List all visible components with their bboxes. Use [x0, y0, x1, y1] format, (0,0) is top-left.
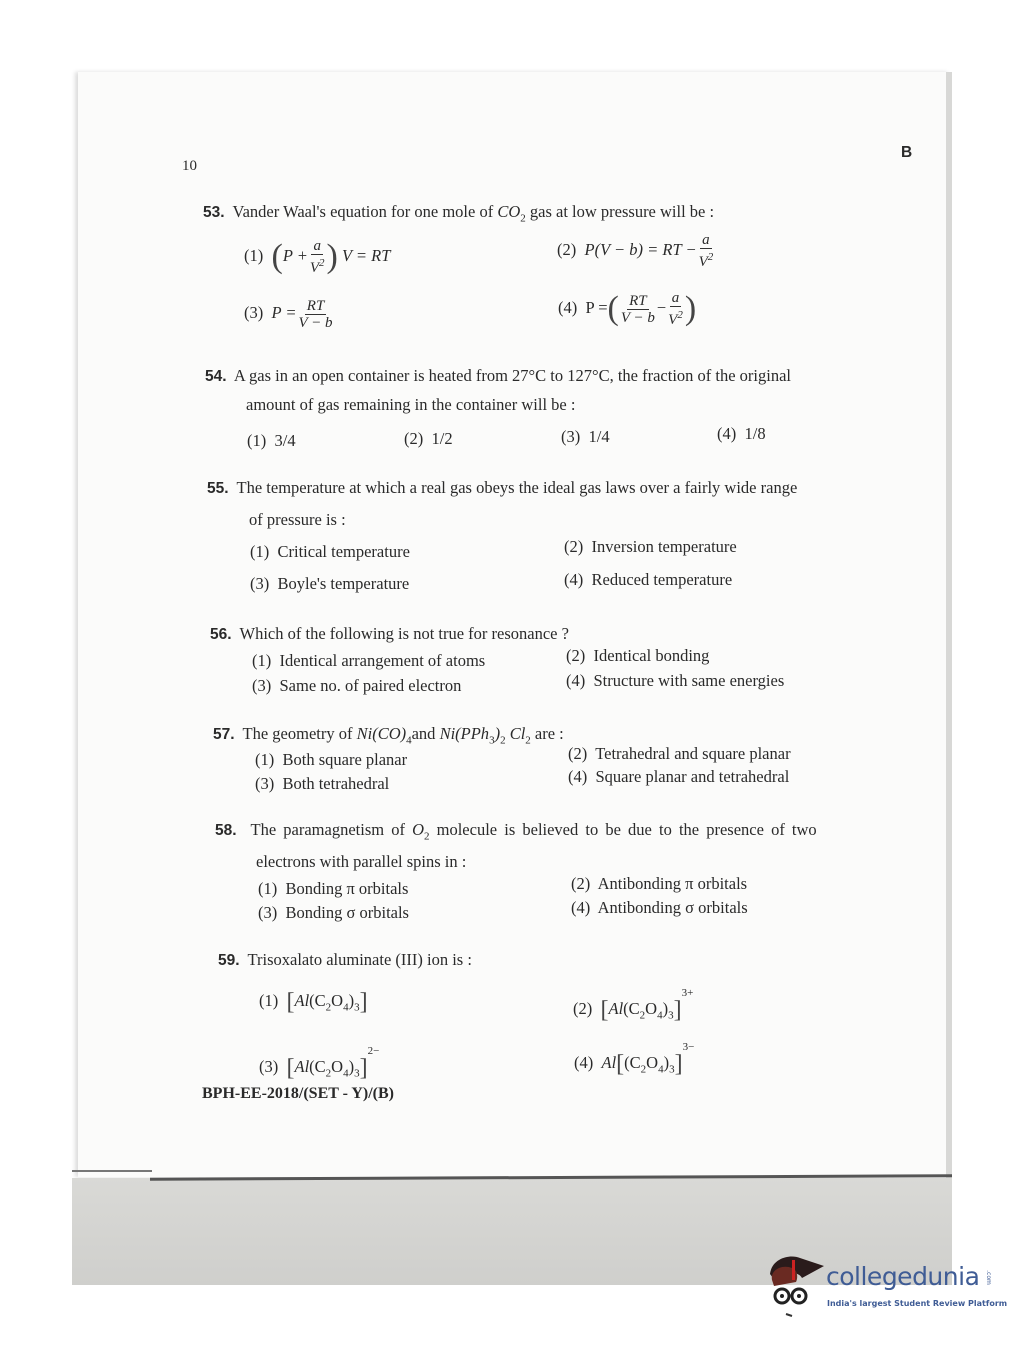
question-text: gas at low pressure will be : [525, 202, 715, 221]
numerator: a [671, 290, 680, 307]
option-text: 1/8 [744, 424, 766, 443]
formula: O [412, 820, 425, 839]
option-1[interactable] [252, 651, 485, 671]
option-label: (3) [250, 574, 270, 593]
option-3[interactable] [244, 293, 335, 333]
option-label: (3) [244, 303, 264, 322]
option-1[interactable] [255, 750, 407, 770]
numerator: a [313, 238, 321, 255]
formula: Cl [505, 724, 526, 743]
option-label: (3) [252, 676, 272, 695]
option-4[interactable] [566, 671, 784, 691]
subscript: 2 [325, 1001, 332, 1014]
subscript: 4 [343, 1067, 349, 1080]
question-text: electrons with parallel spins in : [256, 852, 467, 871]
option-label: (4) [558, 298, 578, 317]
option-3[interactable] [252, 676, 461, 696]
subscript: 4 [406, 734, 412, 747]
question-number: 56. [210, 626, 232, 643]
option-text: Antibonding π orbitals [597, 874, 748, 893]
option-label: (2) [568, 744, 588, 763]
option-text: Identical bonding [593, 646, 710, 665]
question-text: of pressure is : [249, 510, 346, 529]
option-label: (4) [571, 898, 591, 917]
formula: (C [309, 991, 326, 1010]
option-text: Square planar and tetrahedral [595, 767, 790, 786]
question-text: The paramagnetism of [250, 820, 413, 839]
denominator: V − b [620, 309, 655, 326]
option-4[interactable] [564, 570, 732, 590]
option-1[interactable]: (1) $[Al(C_2O_4)_3]$ [259, 989, 368, 1016]
question-53 [203, 202, 714, 228]
question-text: Which of the following is not true for resonance ? [239, 624, 569, 643]
option-2[interactable] [564, 537, 737, 557]
superscript: 2 [677, 309, 683, 322]
formula: P(V − b) = RT − [584, 240, 697, 259]
superscript: 2 [707, 251, 714, 264]
question-text: The geometry of [242, 724, 357, 743]
option-label: (3) [561, 427, 581, 446]
option-label: (1) [255, 750, 275, 769]
option-4[interactable]: (4) P =( $\frac{RT}{V - b}$ − $\frac{a}{V^2}$ ) [558, 290, 697, 329]
option-label: (4) [717, 424, 737, 443]
subscript: 4 [658, 1063, 664, 1076]
divider [72, 1170, 152, 1172]
question-text: The temperature at which a real gas obeys the ideal gas laws over a fairly wide range [236, 478, 798, 497]
option-3[interactable] [250, 574, 409, 594]
subscript: 3 [489, 734, 495, 747]
formula: (C [623, 999, 640, 1018]
option-text: Both tetrahedral [282, 774, 390, 793]
question-58 [215, 820, 817, 846]
question-number: 58. [215, 822, 237, 839]
page-edge [946, 72, 952, 1182]
question-text: molecule is believed to be due to the presence of two [429, 820, 817, 839]
option-text: Critical temperature [277, 542, 410, 561]
subscript: 3 [354, 1067, 360, 1080]
denominator: V [309, 260, 320, 277]
option-text: Tetrahedral and square planar [595, 744, 791, 763]
numerator: a [702, 232, 710, 249]
subscript: 2 [639, 1009, 646, 1022]
subscript: 3 [354, 1001, 360, 1014]
formula: O [331, 991, 344, 1010]
formula: Al [294, 1057, 310, 1076]
option-label: (4) [566, 671, 586, 690]
formula: ) [494, 724, 501, 743]
option-label: (2) [573, 999, 593, 1018]
brand-tagline: India's largest Student Review Platform [827, 1299, 1008, 1308]
question-59 [218, 950, 472, 971]
formula: V = RT [342, 246, 391, 265]
option-text: Identical arrangement of atoms [279, 651, 486, 670]
mascot-logo-icon [768, 1252, 826, 1322]
option-1[interactable] [247, 431, 296, 451]
formula: ) [348, 1057, 355, 1076]
subscript: 4 [657, 1009, 663, 1022]
formula: ) [662, 999, 669, 1018]
formula: Al [601, 1053, 617, 1072]
question-54 [205, 366, 791, 387]
option-4[interactable] [571, 898, 748, 918]
brand-suffix: .com [984, 1270, 992, 1285]
formula: O [646, 1053, 659, 1072]
option-label: (2) [557, 240, 577, 259]
numerator: RT [306, 297, 325, 314]
question-57 [213, 724, 564, 750]
option-3[interactable] [258, 903, 409, 923]
denominator: V [698, 254, 708, 271]
option-label: (3) [258, 903, 278, 922]
formula: Ni(CO) [356, 724, 407, 743]
option-text: Both square planar [282, 750, 408, 769]
option-text: Structure with same energies [593, 671, 785, 690]
option-label: (4) [564, 570, 584, 589]
option-4[interactable] [568, 767, 789, 787]
question-number: 57. [213, 726, 235, 743]
option-3[interactable] [255, 774, 389, 794]
option-label: (1) [250, 542, 270, 561]
superscript: 2 [319, 257, 325, 270]
option-text: 3/4 [274, 431, 296, 450]
option-text: Same no. of paired electron [279, 676, 462, 695]
subscript: 4 [343, 1001, 349, 1014]
denominator: V − b [298, 314, 333, 331]
question-number: 55. [207, 480, 229, 497]
formula: Ni(PPh [439, 724, 490, 743]
question-text: amount of gas remaining in the container will be : [246, 395, 576, 414]
formula: P + [282, 246, 308, 265]
formula: Al [294, 991, 310, 1010]
operator: − [656, 298, 667, 317]
subscript: 3 [669, 1063, 675, 1076]
option-text: Bonding σ orbitals [285, 903, 409, 922]
formula: P = [585, 298, 608, 317]
option-2[interactable] [557, 230, 715, 270]
footer-code: BPH-EE-2018/(SET - Y)/(B) [202, 1085, 395, 1102]
option-label: (4) [568, 767, 588, 786]
option-label: (2) [564, 537, 584, 556]
option-3[interactable]: (3) $[Al(C_2O_4)_3]^{2-}$ [259, 1045, 380, 1082]
option-2[interactable] [566, 646, 709, 666]
subscript: 2 [640, 1063, 647, 1076]
formula: O [331, 1057, 344, 1076]
subscript: 2 [525, 734, 531, 747]
subscript: 2 [424, 830, 430, 843]
option-3[interactable] [561, 427, 610, 447]
option-4[interactable] [717, 424, 766, 444]
subscript: 2 [500, 734, 506, 747]
question-text: Trisoxalato aluminate (III) ion is : [247, 950, 472, 969]
brand-logo: collegedunia [826, 1262, 980, 1291]
option-2[interactable] [404, 429, 453, 449]
option-label: (1) [244, 246, 264, 265]
option-2[interactable] [571, 874, 747, 894]
denominator: V [668, 312, 678, 329]
formula: ) [663, 1053, 670, 1072]
option-label: (2) [566, 646, 586, 665]
question-text: A gas in an open container is heated from 27°C to 127°C, the fraction of the original [233, 366, 792, 385]
formula: ) [348, 991, 355, 1010]
option-1[interactable] [258, 879, 408, 899]
question-text: and [411, 724, 440, 743]
option-2[interactable]: (2) $[Al(C_2O_4)_3]^{3+}$ [573, 987, 694, 1024]
formula: (C [624, 1053, 641, 1072]
option-label: (1) [252, 651, 272, 670]
question-number: 53. [203, 204, 225, 221]
set-letter: B [901, 144, 913, 161]
option-label: (4) [574, 1053, 594, 1072]
charge: 3− [682, 1041, 695, 1053]
option-text: 1/4 [588, 427, 610, 446]
option-label: (1) [247, 431, 267, 450]
option-1[interactable]: (1) (P + $\frac{a}{V^2}$ ) V = RT [244, 238, 391, 277]
option-text: Bonding π orbitals [285, 879, 409, 898]
option-label: (1) [258, 879, 278, 898]
formula: O [645, 999, 658, 1018]
subscript: 3 [668, 1009, 674, 1022]
option-label: (2) [404, 429, 424, 448]
subscript: 2 [325, 1067, 332, 1080]
question-56 [210, 624, 569, 645]
option-label: (1) [259, 991, 279, 1010]
question-text: are : [530, 724, 564, 743]
option-text: Inversion temperature [591, 537, 737, 556]
formula: Al [608, 999, 624, 1018]
page-number: 10 [182, 158, 197, 174]
option-text: 1/2 [431, 429, 453, 448]
option-text: Antibonding σ orbitals [597, 898, 748, 917]
option-1[interactable] [250, 542, 410, 562]
charge: 2− [367, 1045, 380, 1057]
numerator: RT [629, 292, 647, 309]
question-55 [207, 478, 797, 499]
option-2[interactable] [568, 744, 791, 764]
option-4[interactable]: (4) $Al[(C_2O_4)_3]^{3-}$ [574, 1041, 695, 1078]
question-text: Vander Waal's equation for one mole of [232, 202, 498, 221]
option-label: (3) [259, 1057, 279, 1076]
formula: P = [271, 303, 297, 322]
option-label: (3) [255, 774, 275, 793]
charge: 3+ [681, 987, 694, 999]
formula: CO [497, 202, 521, 221]
option-label: (2) [571, 874, 591, 893]
question-number: 59. [218, 952, 240, 969]
option-text: Reduced temperature [591, 570, 733, 589]
subscript: 2 [520, 212, 526, 225]
formula: (C [309, 1057, 326, 1076]
option-text: Boyle's temperature [277, 574, 410, 593]
question-number: 54. [205, 368, 227, 385]
